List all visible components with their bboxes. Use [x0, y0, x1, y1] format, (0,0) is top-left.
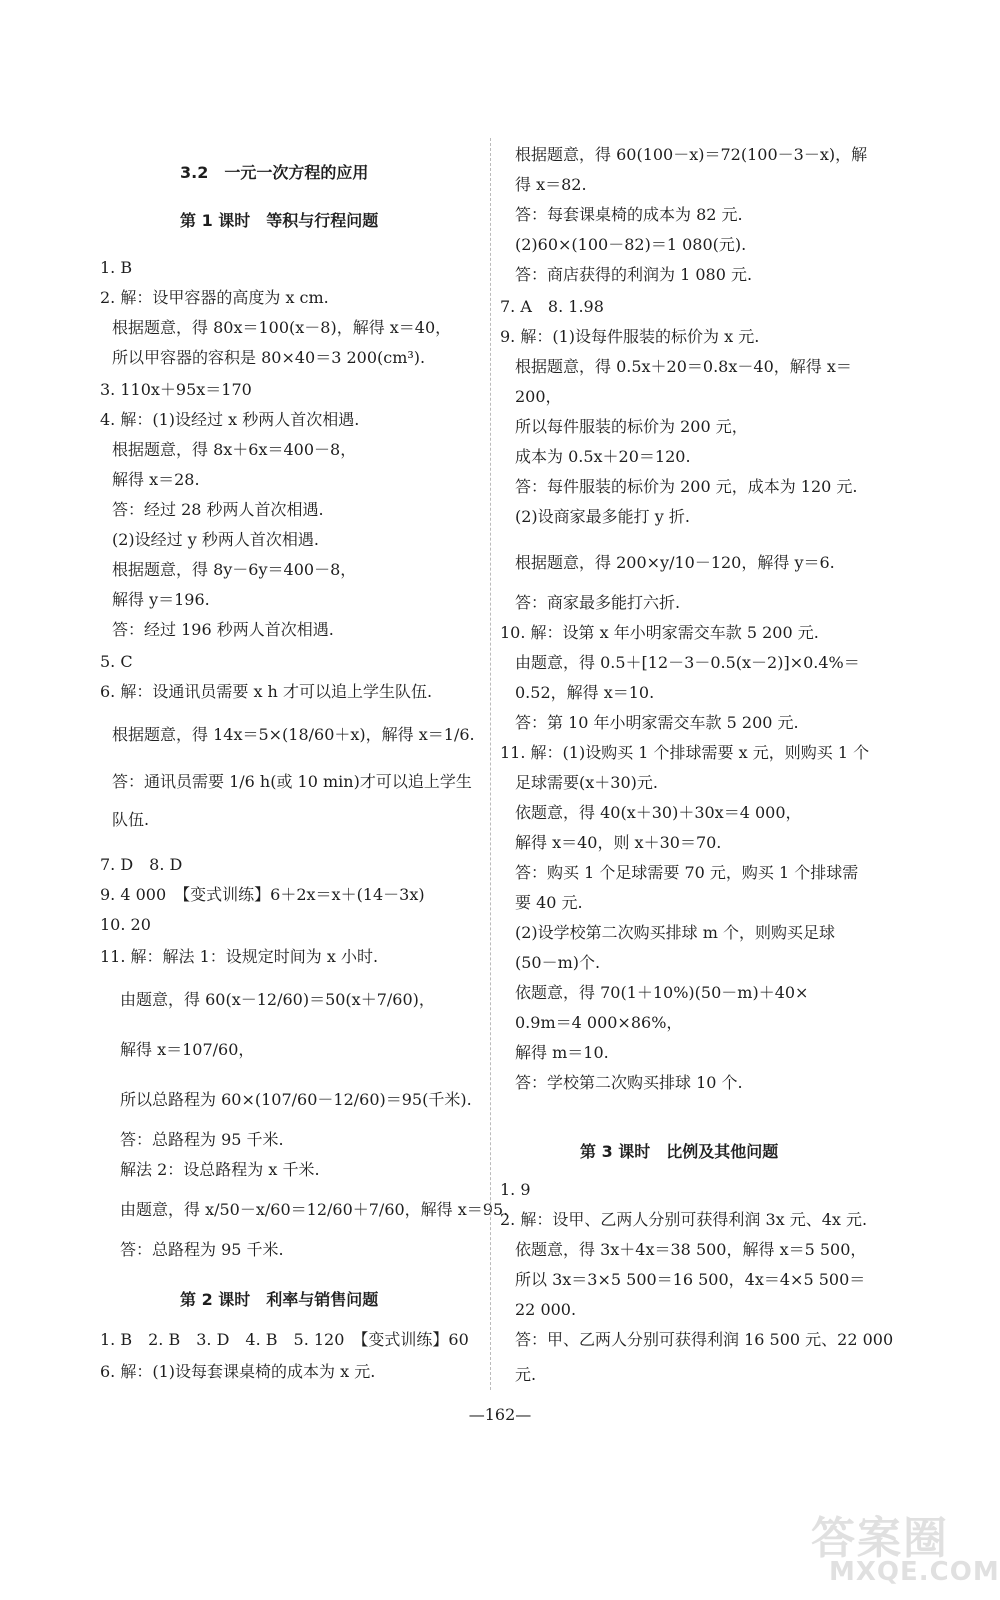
text-line: 答：每套课桌椅的成本为 82 元.	[515, 205, 743, 224]
text-line: 根据题意，得 0.5x＋20＝0.8x－40，解得 x＝	[515, 357, 852, 376]
column-divider	[490, 138, 491, 1390]
text-line: 2. 解：设甲容器的高度为 x cm.	[100, 288, 329, 307]
text-line: 4. 解：(1)设经过 x 秒两人首次相遇.	[100, 410, 360, 429]
text-line: 答：购买 1 个足球需要 70 元，购买 1 个排球需	[515, 863, 859, 882]
text-line: 根据题意，得 8y－6y＝400－8，	[112, 560, 357, 579]
text-line: 解得 x＝28.	[112, 470, 200, 489]
text-line: 依题意，得 3x＋4x＝38 500，解得 x＝5 500，	[515, 1240, 867, 1259]
text-line: 解得 y＝196.	[112, 590, 210, 609]
text-line: 9. 解：(1)设每件服装的标价为 x 元.	[500, 327, 760, 346]
text-line: 解得 m＝10.	[515, 1043, 609, 1062]
text-line: (50－m)个.	[515, 953, 601, 972]
text-line: 7. D 8. D	[100, 855, 183, 874]
text-line: 11. 解：解法 1：设规定时间为 x 小时.	[100, 947, 379, 966]
text-line: 10. 20	[100, 915, 151, 934]
text-line: 所以 3x＝3×5 500＝16 500，4x＝4×5 500＝	[515, 1270, 866, 1289]
text-line: 根据题意，得 60(100－x)＝72(100－3－x)，解	[515, 145, 868, 164]
text-line: 足球需要(x＋30)元.	[515, 773, 658, 792]
text-line: 9. 4 000 【变式训练】6＋2x＝x＋(14－3x)	[100, 885, 425, 904]
text-line: 11. 解：(1)设购买 1 个排球需要 x 元，则购买 1 个	[500, 743, 870, 762]
text-line: 答：第 10 年小明家需交车款 5 200 元.	[515, 713, 799, 732]
text-line: 队伍.	[112, 810, 150, 829]
text-line: 0.52，解得 x＝10.	[515, 683, 655, 702]
text-line: (2)设经过 y 秒两人首次相遇.	[112, 530, 319, 549]
text-line: 22 000.	[515, 1300, 577, 1319]
text-line: 元.	[515, 1365, 537, 1384]
lesson-title: 第 1 课时 等积与行程问题	[180, 211, 379, 230]
text-line: 7. A 8. 1.98	[500, 297, 604, 316]
text-line: 答：学校第二次购买排球 10 个.	[515, 1073, 743, 1092]
text-line: 根据题意，得 14x＝5×(18/60＋x)，解得 x＝1/6.	[112, 725, 475, 744]
text-line: 1. B	[100, 258, 133, 277]
text-line: 所以每件服装的标价为 200 元，	[515, 417, 748, 436]
text-line: 答：甲、乙两人分别可获得利润 16 500 元、22 000	[515, 1330, 894, 1349]
text-line: 依题意，得 70(1＋10%)(50－m)＋40×	[515, 983, 809, 1002]
text-line: 答：总路程为 95 千米.	[120, 1240, 284, 1259]
text-line: 依题意，得 40(x＋30)＋30x＝4 000，	[515, 803, 802, 822]
text-line: 答：商家最多能打六折.	[515, 593, 681, 612]
text-line: (2)60×(100－82)＝1 080(元).	[515, 235, 747, 254]
text-line: 5. C	[100, 652, 133, 671]
text-line: (2)设学校第二次购买排球 m 个，则购买足球	[515, 923, 836, 942]
text-line: 答：商店获得的利润为 1 080 元.	[515, 265, 753, 284]
section-title: 3.2 一元一次方程的应用	[180, 163, 369, 182]
watermark-logo	[811, 1502, 1000, 1592]
text-line: 答：经过 28 秒两人首次相遇.	[112, 500, 324, 519]
lesson-title: 第 3 课时 比例及其他问题	[580, 1142, 779, 1161]
text-line: 1. B 2. B 3. D 4. B 5. 120 【变式训练】60	[100, 1330, 469, 1349]
text-line: 0.9m＝4 000×86%，	[515, 1013, 683, 1032]
text-line: 200，	[515, 387, 562, 406]
text-line: 2. 解：设甲、乙两人分别可获得利润 3x 元、4x 元.	[500, 1210, 868, 1229]
text-line: 3. 110x＋95x＝170	[100, 380, 252, 399]
text-line: 答：总路程为 95 千米.	[120, 1130, 284, 1149]
watermark-text: 答案圈	[811, 1513, 949, 1564]
text-line: 由题意，得 x/50－x/60＝12/60＋7/60，解得 x＝95.	[120, 1200, 509, 1219]
text-line: 答：经过 196 秒两人首次相遇.	[112, 620, 334, 639]
text-line: 解得 x＝107/60，	[120, 1040, 255, 1059]
text-line: 成本为 0.5x＋20＝120.	[515, 447, 691, 466]
text-line: 得 x＝82.	[515, 175, 587, 194]
text-line: 解法 2：设总路程为 x 千米.	[120, 1160, 320, 1179]
text-line: 6. 解：(1)设每套课桌椅的成本为 x 元.	[100, 1362, 376, 1381]
text-line: 要 40 元.	[515, 893, 583, 912]
text-line: 由题意，得 60(x－12/60)＝50(x＋7/60)，	[120, 990, 435, 1009]
text-line: 由题意，得 0.5＋[12－3－0.5(x－2)]×0.4%＝	[515, 653, 860, 672]
page-number: —162—	[468, 1405, 532, 1424]
text-line: 答：每件服装的标价为 200 元，成本为 120 元.	[515, 477, 858, 496]
text-line: 根据题意，得 200×y/10－120，解得 y＝6.	[515, 553, 835, 572]
text-line: 根据题意，得 8x＋6x＝400－8，	[112, 440, 357, 459]
text-line: 解得 x＝40，则 x＋30＝70.	[515, 833, 722, 852]
text-line: (2)设商家最多能打 y 折.	[515, 507, 690, 526]
text-line: 6. 解：设通讯员需要 x h 才可以追上学生队伍.	[100, 682, 433, 701]
lesson-title: 第 2 课时 利率与销售问题	[180, 1290, 379, 1309]
text-line: 10. 解：设第 x 年小明家需交车款 5 200 元.	[500, 623, 819, 642]
watermark-url: MXQE.COM	[829, 1557, 1000, 1587]
text-line: 答：通讯员需要 1/6 h(或 10 min)才可以追上学生	[112, 772, 472, 791]
text-line: 所以甲容器的容积是 80×40＝3 200(cm³).	[112, 348, 426, 367]
text-line: 所以总路程为 60×(107/60－12/60)＝95(千米).	[120, 1090, 472, 1109]
text-line: 根据题意，得 80x＝100(x－8)，解得 x＝40，	[112, 318, 452, 337]
text-line: 1. 9	[500, 1180, 531, 1199]
